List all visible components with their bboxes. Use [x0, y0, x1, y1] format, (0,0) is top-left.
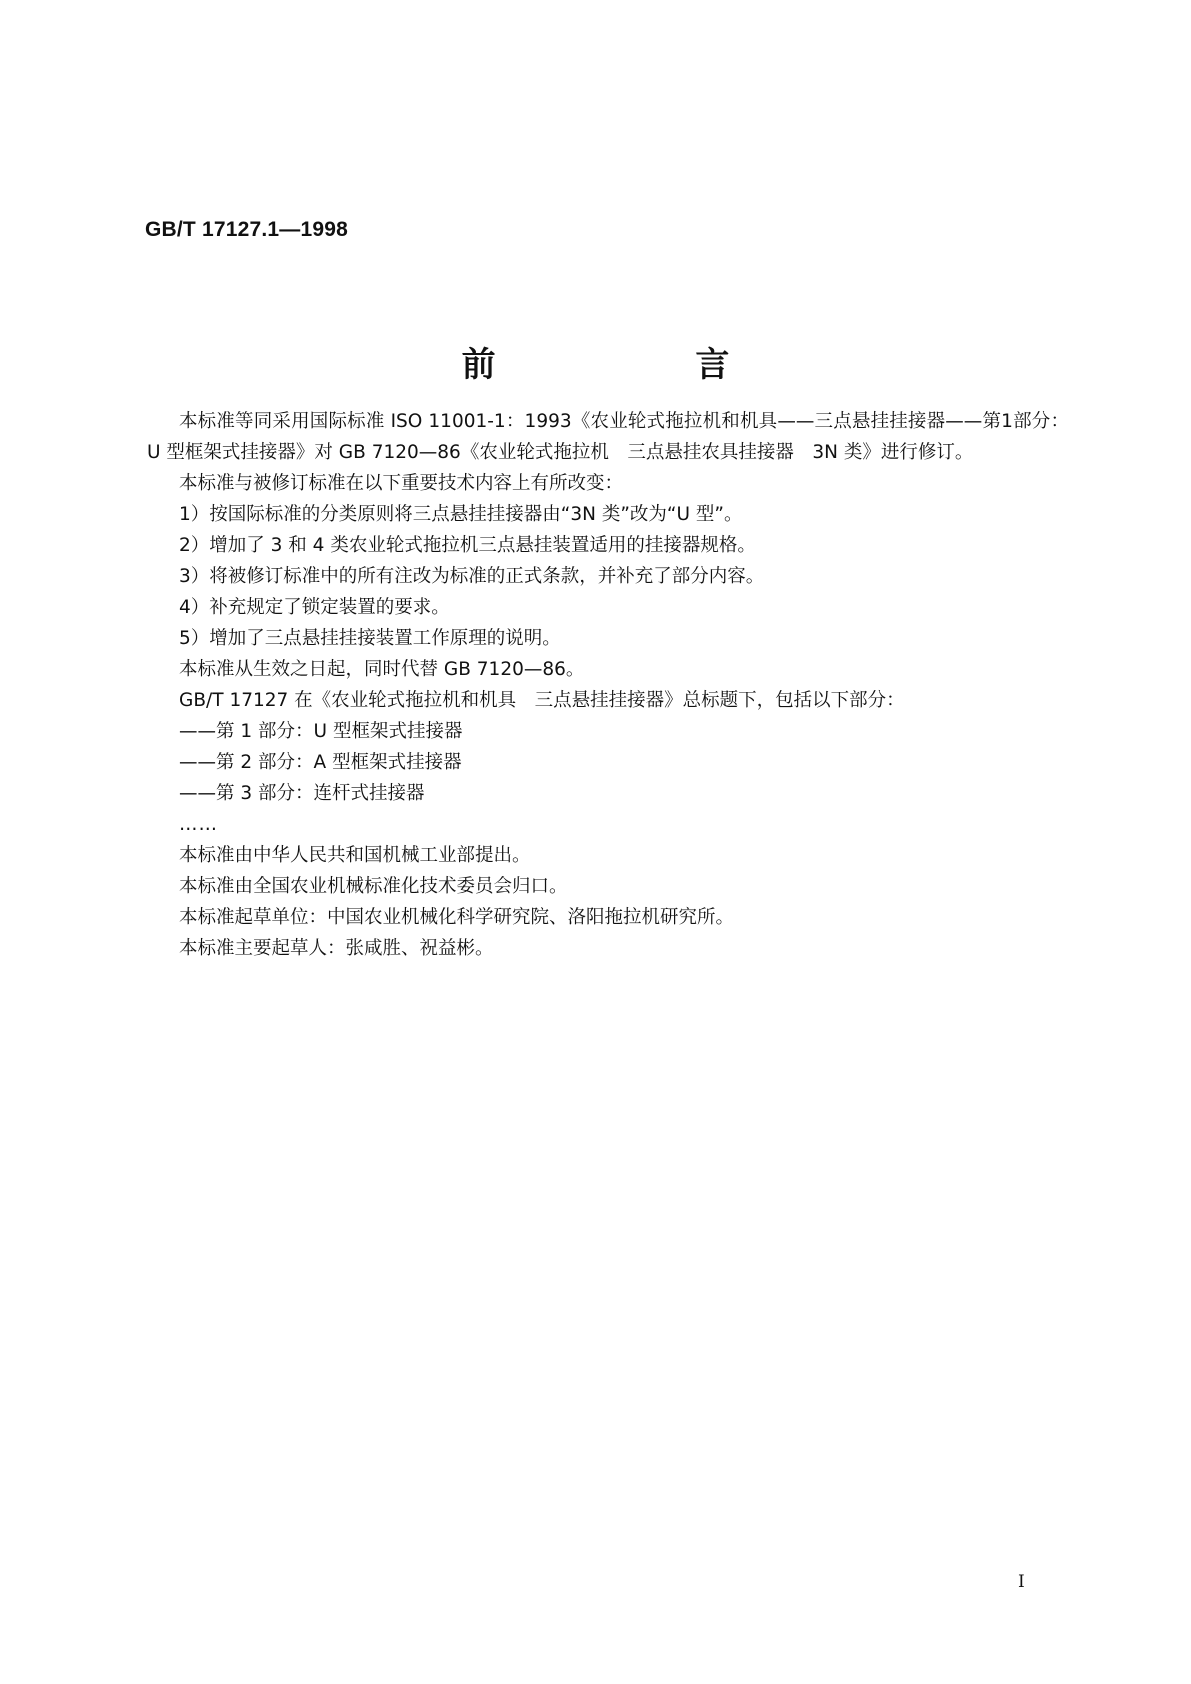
standard-code: GB/T 17127.1—1998 [145, 218, 349, 241]
foreword-body [147, 406, 1069, 964]
page-number: I [1018, 1572, 1025, 1592]
proposed-by-statement: 本标准由中华人民共和国机械工业部提出。 [179, 845, 531, 866]
list-item: ——第 3 部分：连杆式挂接器 [179, 783, 425, 804]
list-item: 2）增加了 3 和 4 类农业轮式拖拉机三点悬挂装置适用的挂接器规格。 [179, 535, 756, 556]
changes-intro: 本标准与被修订标准在以下重要技术内容上有所改变： [179, 473, 624, 494]
replaces-statement: 本标准从生效之日起，同时代替 GB 7120—86。 [179, 659, 585, 680]
parts-list [179, 716, 1069, 809]
adoption-paragraph: 本标准等同采用国际标准 ISO 11001-1：1993《农业轮式拖拉机和机具——三点悬挂挂接器——第1部分：U 型框架式挂接器》对 GB 7120—86《农业轮式拖拉机 三点悬挂农具挂接器 3N 类》进行修订。 [147, 411, 1069, 463]
drafters-statement: 本标准主要起草人：张咸胜、祝益彬。 [179, 938, 494, 959]
list-ellipsis: …… [179, 814, 218, 835]
list-item: 1）按国际标准的分类原则将三点悬挂挂接器由“3N 类”改为“U 型”。 [179, 504, 743, 525]
page-title: 前 言 [461, 345, 824, 385]
changes-list [179, 499, 1069, 654]
list-item: ——第 2 部分：A 型框架式挂接器 [179, 752, 462, 773]
drafting-units-statement: 本标准起草单位：中国农业机械化科学研究院、洛阳拖拉机研究所。 [179, 907, 735, 928]
list-item: 3）将被修订标准中的所有注改为标准的正式条款，并补充了部分内容。 [179, 566, 765, 587]
list-item: 4）补充规定了锁定装置的要求。 [179, 597, 450, 618]
series-intro: GB/T 17127 在《农业轮式拖拉机和机具 三点悬挂挂接器》总标题下，包括以下部分： [179, 690, 905, 711]
list-item: ——第 1 部分：U 型框架式挂接器 [179, 721, 463, 742]
list-item: 5）增加了三点悬挂挂接装置工作原理的说明。 [179, 628, 561, 649]
managed-by-statement: 本标准由全国农业机械标准化技术委员会归口。 [179, 876, 568, 897]
